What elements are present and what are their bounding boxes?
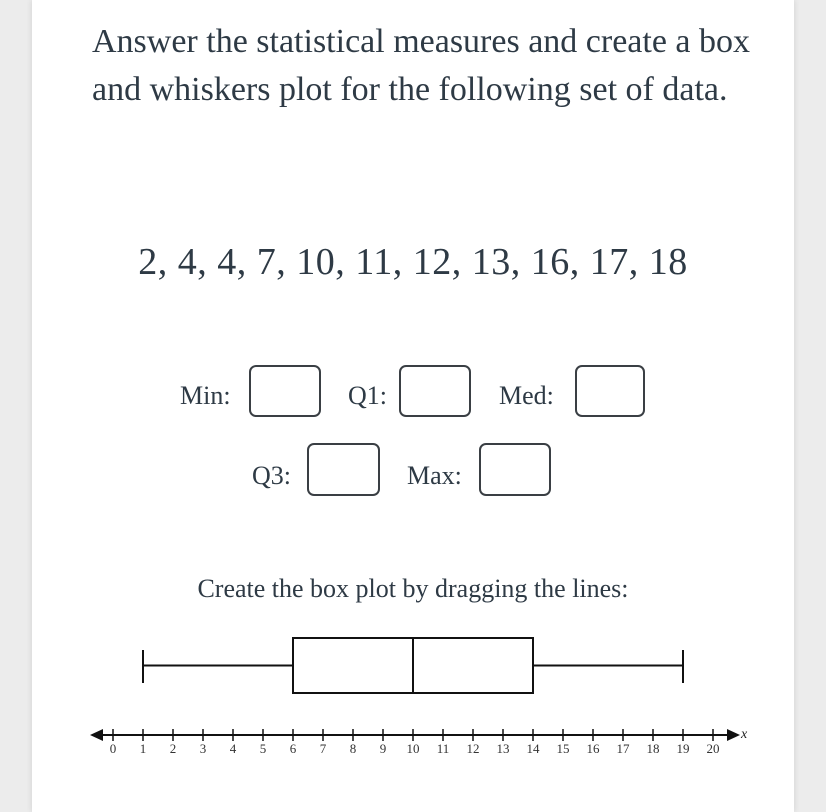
tick-label: 1 xyxy=(139,741,147,756)
tick-label: 4 xyxy=(229,741,237,756)
tick-label: 7 xyxy=(319,741,327,756)
tick-label: 2 xyxy=(169,741,177,756)
tick-label: 19 xyxy=(676,741,690,756)
tick-label: 9 xyxy=(379,741,387,756)
tick-label: 10 xyxy=(406,741,420,756)
tick-label: 15 xyxy=(556,741,570,756)
plot-instruction: Create the box plot by dragging the lines: xyxy=(197,574,629,603)
tick-label: 3 xyxy=(199,741,207,756)
tick-label: 20 xyxy=(706,741,720,756)
tick-label: 0 xyxy=(109,741,117,756)
tick-label: 5 xyxy=(259,741,267,756)
tick-label: 6 xyxy=(289,741,297,756)
tick-label: 11 xyxy=(436,741,450,756)
number-line xyxy=(90,727,748,756)
med-label: Med: xyxy=(499,381,554,410)
tick-label: 13 xyxy=(496,741,510,756)
box-plot[interactable] xyxy=(143,638,683,693)
arrow-right-icon xyxy=(727,729,740,741)
min-label: Min: xyxy=(180,381,231,410)
tick-label: 16 xyxy=(586,741,600,756)
arrow-left-icon xyxy=(90,729,103,741)
data-set: 2, 4, 4, 7, 10, 11, 12, 13, 16, 17, 18 xyxy=(138,241,688,283)
q1-label: Q1: xyxy=(348,381,387,410)
tick-label: 8 xyxy=(349,741,357,756)
tick-label: 18 xyxy=(646,741,660,756)
tick-label: 14 xyxy=(526,741,540,756)
question-prompt: Answer the statistical measures and create a box and whiskers plot for the following set of data. xyxy=(92,23,751,108)
q3-label: Q3: xyxy=(252,461,291,490)
tick-label: 17 xyxy=(616,741,630,756)
axis-variable-label: x xyxy=(741,727,748,742)
max-label: Max: xyxy=(407,461,462,490)
tick-label: 12 xyxy=(466,741,480,756)
